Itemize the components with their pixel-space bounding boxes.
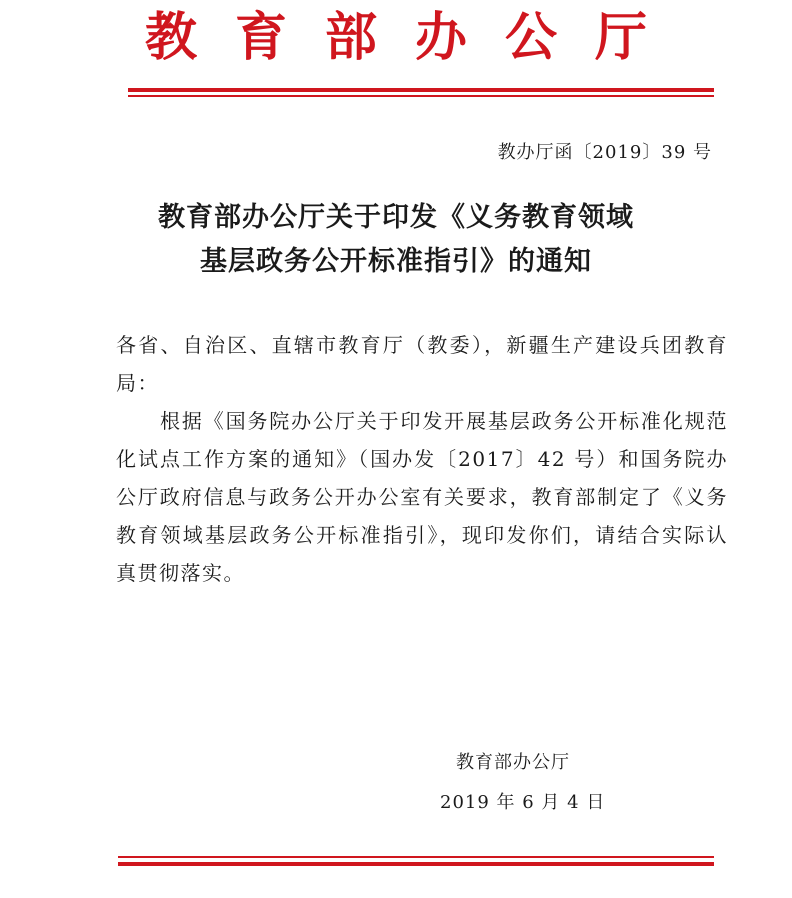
footer-rule-thick bbox=[118, 862, 714, 866]
signature-date: 2019 年 6 月 4 日 bbox=[440, 792, 606, 813]
footer-rule-thin bbox=[118, 856, 714, 858]
body-paragraph: 根据《国务院办公厅关于印发开展基层政务公开标准化规范化试点工作方案的通知》（国办发〔2017〕42 号）和国务院办公厅政府信息与政务公开办公室有关要求，教育部制定了《义务教育领域基层政务公开标准指引》，现印发你们，请结合实际认真贯彻落实。 bbox=[116, 409, 728, 585]
document-number: 教办厅函〔2019〕39 号 bbox=[497, 142, 712, 163]
masthead-rule-thick bbox=[128, 88, 714, 92]
masthead-title: 教育部办公厅 bbox=[144, 7, 685, 68]
salutation: 各省、自治区、直辖市教育厅（教委），新疆生产建设兵团教育局： bbox=[116, 333, 728, 395]
document-title bbox=[0, 196, 792, 284]
document-title-line-1: 教育部办公厅关于印发《义务教育领域 bbox=[158, 202, 634, 233]
signature-organization: 教育部办公厅 bbox=[456, 752, 570, 773]
document-title-line-2: 基层政务公开标准指引》的通知 bbox=[200, 246, 592, 277]
masthead-rule-thin bbox=[128, 95, 714, 97]
